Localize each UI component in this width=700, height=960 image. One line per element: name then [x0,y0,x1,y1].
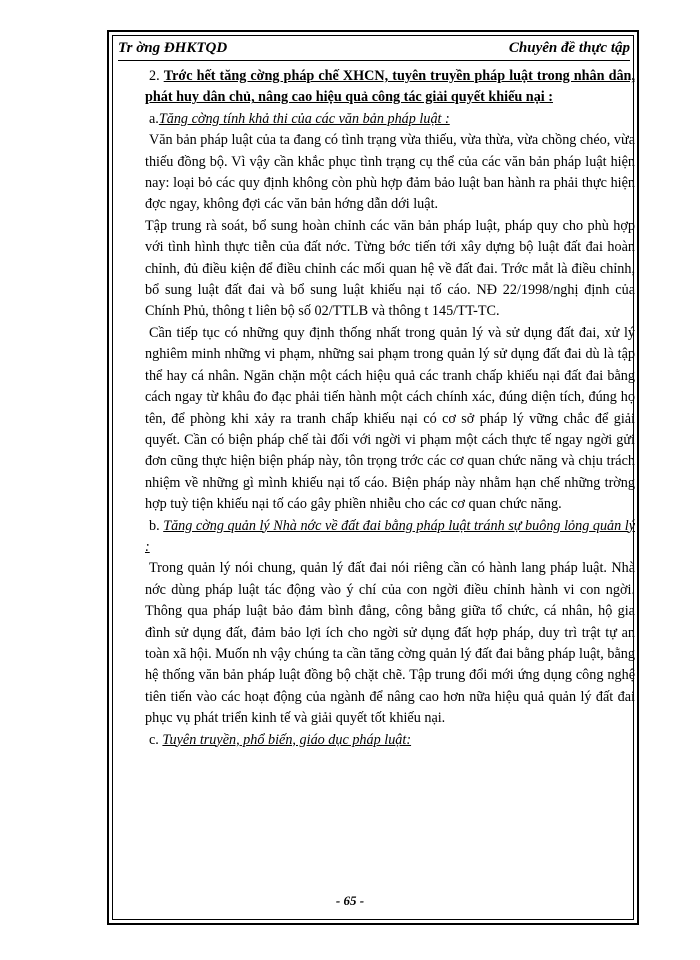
header-left: Tr ờng ĐHKTQD [118,40,228,56]
paragraph: Tập trung rà soát, bổ sung hoàn chỉnh các văn bản pháp luật, pháp quy cho phù hợp với tình hình thực tiễn của đất nớc. Từng bớc tiến tới xây dựng bộ luật đất đai hoàn chỉnh, đủ điều kiện để điều chỉnh các mối quan hệ về đất đai. Trớc mắt là điều chỉnh, bổ sung luật đất đai và bổ sung luật khiếu nại tố cáo. NĐ 22/1998/nghị định của Chính Phủ, thông t liên bộ số 02/TTLB và thông t 145/TT-TC. [145,217,635,320]
paragraph: Cần tiếp tục có những quy định thống nhất trong quản lý và sử dụng đất đai, xử lý nghiêm minh những vi phạm, những sai phạm trong quản lý sử dụng đất đai dù là tập thể hay cá nhân. Ngăn chặn một cách hiệu quả các tranh chấp khiếu nại đất đai bằng cách ngay từ khâu đo đạc phải tiến hành một cách chính xác, đúng diện tích, đúng họ tên, để phòng khi xảy ra tranh chấp khiếu nại có cơ sở pháp lý vững chắc để giải quyết. Cần có biện pháp chế tài đối với ngời vi phạm một cách thực tế ngay ngời gửi đơn cũng thực hiện biện pháp này, tôn trọng trớc các cơ quan chức năng và chịu trách nhiệm về những gì mình khiếu nại tố cáo. Biện pháp này nhằm hạn chế những trờng hợp tuỳ tiện khiếu nại tố cáo gây phiền nhiễu cho các cơ quan chức năng. [145,324,635,513]
page-header [118,40,630,62]
section-2-number: 2. [149,68,164,84]
subsection-b-label: b. [149,517,164,534]
subsection-b-heading [145,516,635,559]
section-2-title: Trớc hết tăng cờng pháp chế XHCN, tuyên truyền pháp luật trong nhân dân, phát huy dân chủ, nâng cao hiệu quả công tác giải quyết khiếu nại : [145,68,635,106]
subsection-b-title: Tăng cờng quản lý Nhà nớc về đất đai bằng pháp luật tránh sự buông lỏng quản lý : [145,517,636,555]
paragraph: Văn bản pháp luật của ta đang có tình trạng vừa thiếu, vừa thừa, vừa chồng chéo, vừa thiếu đồng bộ. Vì vậy cần khắc phục tình trạng cụ thể của các văn bản pháp luật hiện nay: loại bỏ các quy định không còn phù hợp đảm bảo luật ban hành ra phải thực hiện đợc ngay, không đợi các văn bản hớng dẫn dới luật. [145,132,635,213]
header-rule [118,60,630,61]
document-body [145,66,635,751]
subsection-a-heading [145,109,635,130]
subsection-c-heading [145,730,635,751]
page-number: - 65 - [335,893,365,908]
header-right: Chuyên đề thực tập [508,40,630,56]
subsection-a-title: Tăng cờng tính khả thi của các văn bản pháp luật : [158,110,450,127]
paragraph: Trong quản lý nói chung, quản lý đất đai nói riêng cần có hành lang pháp luật. Nhà nớc dùng pháp luật tác động vào ý chí của con ngời điều chỉnh hành vi con ngời. Thông qua pháp luật bảo đảm bình đẳng, công bằng giữa tổ chức, cá nhân, hộ gia đình sử dụng đất, đảm bảo lợi ích cho ngời sử dụng đất hợp pháp, duy trì trật tự an toàn xã hội. Muốn nh vậy chúng ta cần tăng cờng quản lý đất đai bằng pháp luật, bằng hệ thống văn bản pháp luật đồng bộ chặt chẽ. Tập trung đổi mới ứng dụng công nghệ tiên tiến vào các hoạt động của ngành để nâng cao hơn nữa hiệu quả quản lý đất đai phục vụ phát triển kinh tế và giải quyết tốt khiếu nại. [145,560,635,727]
subsection-c-label: c. [149,731,163,748]
subsection-a-label: a. [149,110,159,127]
section-2-heading [145,66,635,109]
subsection-c-title: Tuyên truyền, phổ biến, giáo dục pháp luật: [162,731,412,748]
